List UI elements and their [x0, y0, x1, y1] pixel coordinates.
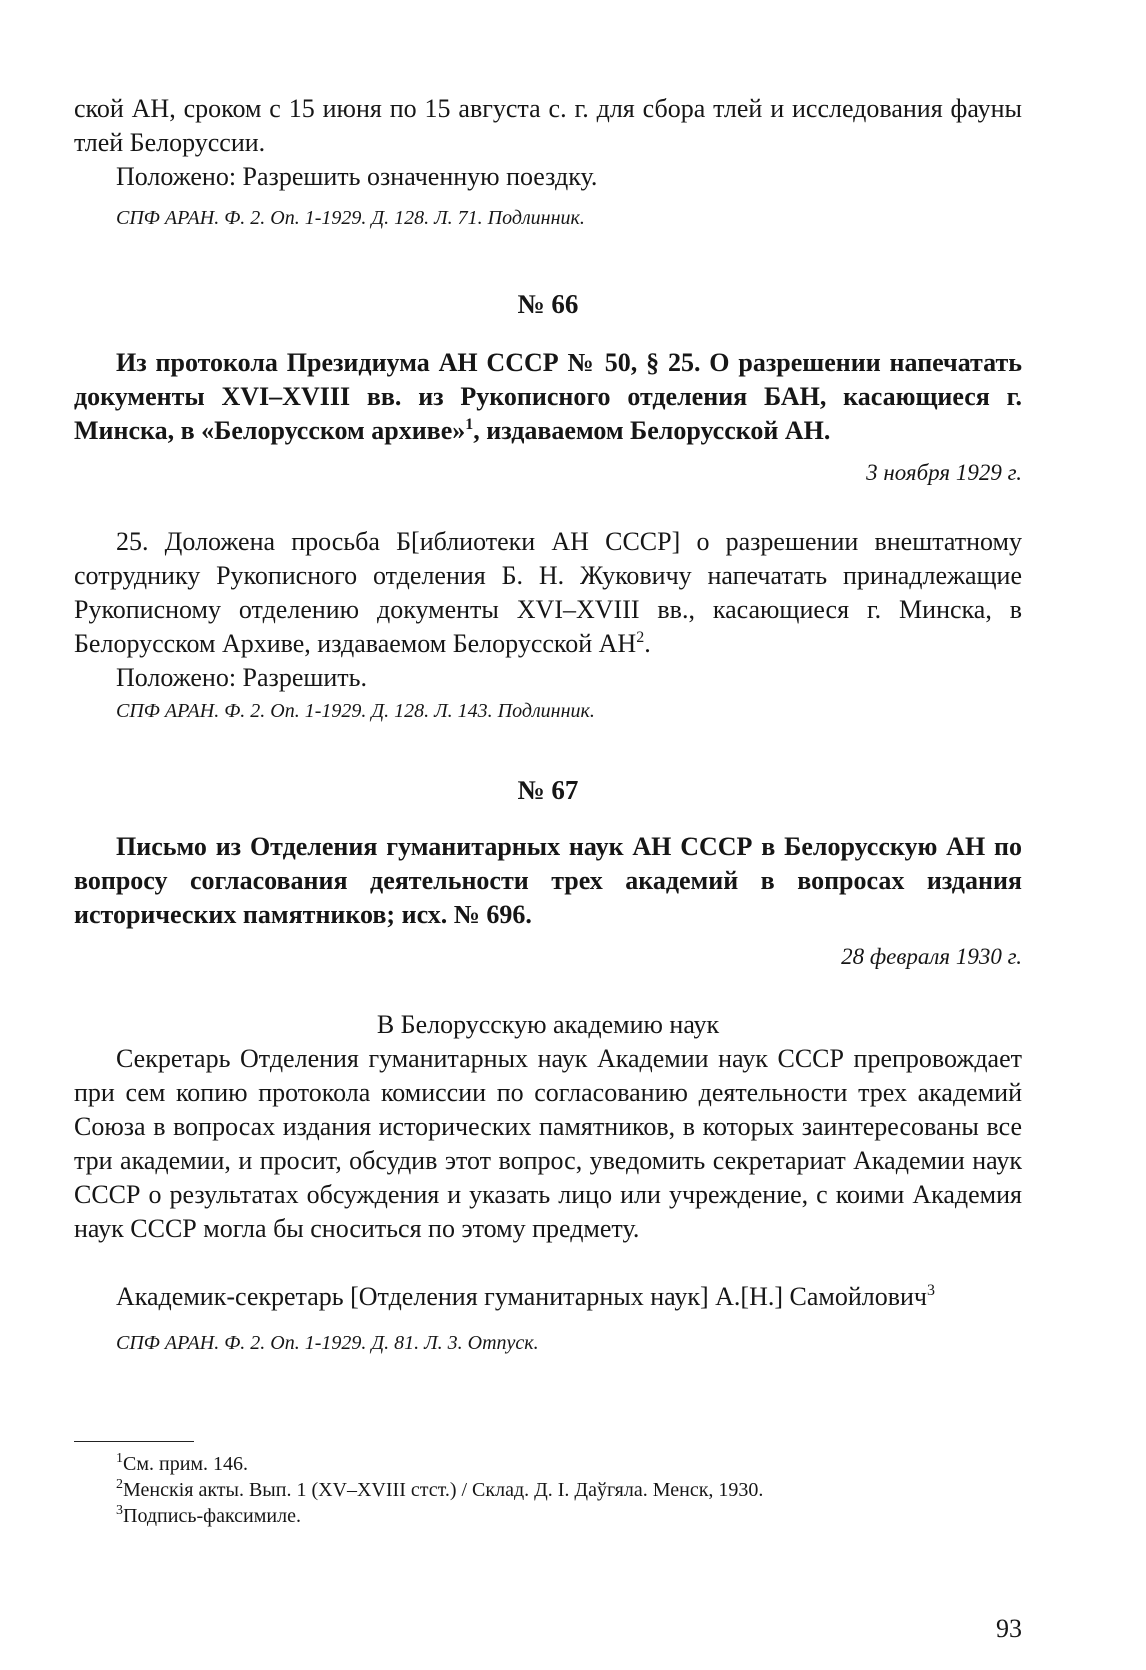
footnote-item: $^2$Менскія акты. Вып. 1 (XV–XVIII стст.) / Склад. Д. І. Даўгяла. Менск, 1930. [116, 1477, 764, 1501]
doc67-addressee: В Белорусскую академию наук [376, 1010, 720, 1039]
doc67-body: Секретарь Отделения гуманитарных наук Академии наук СССР препровождает при сем копию протокола комиссии по согласованию деятельности трех академий Союза в вопросах издания исторических памятников, в которых заинтересованы все три академии, и просит, обсудив этот вопрос, уведомить секретариат Академии наук СССР о результатах обсуждения и указать лицо или учреждение, с коими Академия наук СССР могла бы сноситься по этому предмету. [74, 1044, 1022, 1243]
doc67-number: № 67 [517, 775, 579, 805]
footnote-ref-2: 2 [636, 629, 645, 646]
footnote-divider [74, 1441, 194, 1442]
doc66-body [74, 525, 1022, 695]
opening-resolution: Положено: Разрешить означенную поездку. [116, 162, 598, 191]
doc66-heading [74, 346, 1022, 448]
doc66-body-text: 25. Доложена просьба Б[иблиотеки АН СССР] о разрешении внештатному сотруднику Рукописного отделения Б. Н. Жуковичу напечатать принадлежащие Рукописному отделению документы XVI–XVIII вв., касающиеся г. Минска, в Белорусском Архиве, издаваемом Белорусской АН [74, 527, 1022, 658]
doc66-heading-text: Из протокола Президиума АН СССР № 50, § 25. О разрешении напечатать документы XVI–XVIII вв. из Рукописного отделения БАН, касающиеся г. Минска, в «Белорусском архиве» [74, 348, 1022, 445]
doc67-signature-block [74, 1280, 1022, 1314]
doc67-signature: Академик-секретарь [Отделения гуманитарных наук] А.[Н.] Самойлович [116, 1282, 928, 1311]
doc66-number: № 66 [517, 289, 579, 319]
doc66-body-tail: . [644, 629, 651, 658]
opening-section [74, 92, 1022, 194]
footnote-ref-3: 3 [927, 1282, 936, 1299]
footnote-ref-1: 1 [465, 416, 474, 433]
footnote-item: $^1$См. прим. 146. [116, 1451, 249, 1475]
doc66-source: СПФ АРАН. Ф. 2. Оп. 1-1929. Д. 128. Л. 143. Подлинник. [116, 700, 595, 722]
doc67-source: СПФ АРАН. Ф. 2. Оп. 1-1929. Д. 81. Л. 3. Отпуск. [116, 1332, 539, 1354]
page-number: 93 [996, 1614, 1022, 1643]
continuation-paragraph: ской АН, сроком с 15 июня по 15 августа с. г. для сбора тлей и исследования фауны тлей Белоруссии. [74, 94, 1022, 157]
doc66-heading-tail: , издаваемом Белорусской АН. [473, 416, 831, 445]
doc67-heading: Письмо из Отделения гуманитарных наук АН СССР в Белорусскую АН по вопросу согласования деятельности трех академий в вопросах издания исторических памятников; исх. № 696. [74, 832, 1022, 929]
footnote-item: $^3$Подпись-факсимиле. [116, 1503, 301, 1527]
opening-source: СПФ АРАН. Ф. 2. Оп. 1-1929. Д. 128. Л. 71. Подлинник. [116, 207, 585, 229]
doc67-date: 28 февраля 1930 г. [841, 944, 1022, 969]
doc66-date: 3 ноября 1929 г. [866, 460, 1022, 485]
doc66-resolution: Положено: Разрешить. [116, 663, 368, 692]
footnotes [74, 1451, 1022, 1529]
